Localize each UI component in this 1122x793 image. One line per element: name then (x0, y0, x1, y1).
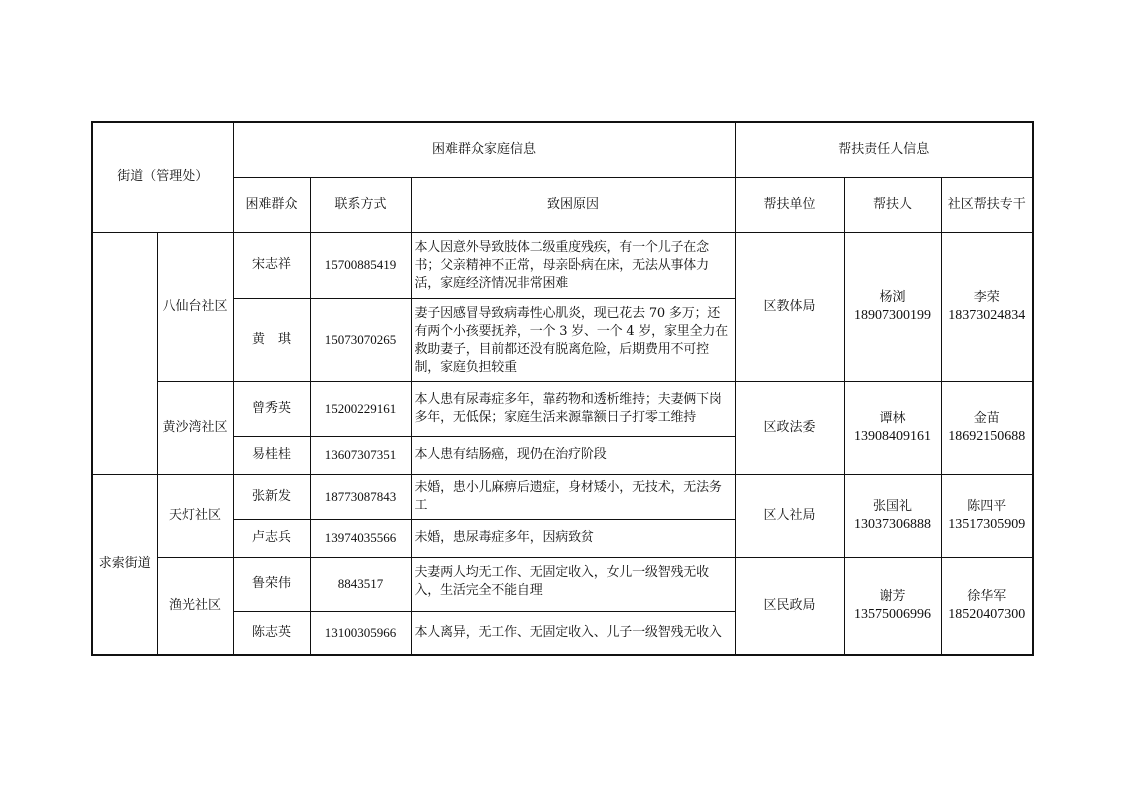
header-row-top (92, 122, 1033, 177)
table-row (92, 381, 1033, 436)
officer-name: 金苗 (973, 410, 1000, 426)
person-reason: 未婚，患尿毒症多年，因病致贫 (411, 519, 735, 557)
helper-cell (844, 474, 941, 557)
header-contact: 联系方式 (310, 177, 411, 232)
officer-cell (941, 557, 1033, 655)
person-phone: 15200229161 (310, 381, 411, 436)
officer-cell (941, 381, 1033, 474)
officer-phone: 18692150688 (948, 428, 1026, 444)
street-cell: 求索街道 (92, 474, 157, 655)
community-cell: 黄沙湾社区 (157, 381, 233, 474)
person-reason: 本人因意外导致肢体二级重度残疾，有一个儿子在念书；父亲精神不正常，母亲卧病在床，无法从事体力活，家庭经济情况非常困难 (411, 232, 735, 298)
table-row (92, 474, 1033, 519)
person-name: 易桂桂 (233, 436, 310, 474)
helper-cell (844, 557, 941, 655)
person-phone: 18773087843 (310, 474, 411, 519)
officer-name: 徐华军 (967, 588, 1007, 604)
officer-phone: 18373024834 (948, 307, 1026, 323)
helper-name: 张国礼 (872, 498, 912, 514)
header-helper: 帮扶人 (844, 177, 941, 232)
officer-cell (941, 474, 1033, 557)
table-row (92, 557, 1033, 611)
person-name: 宋志祥 (233, 232, 310, 298)
helper-cell (844, 232, 941, 381)
helper-name: 杨浏 (879, 289, 906, 305)
person-name: 陈志英 (233, 611, 310, 655)
header-community-officer: 社区帮扶专干 (941, 177, 1033, 232)
person-name: 黄 琪 (233, 298, 310, 381)
community-cell: 八仙台社区 (157, 232, 233, 381)
header-family-group: 困难群众家庭信息 (233, 122, 735, 177)
help-unit-cell: 区教体局 (735, 232, 844, 381)
person-phone: 13607307351 (310, 436, 411, 474)
help-unit-cell: 区政法委 (735, 381, 844, 474)
helper-name: 谭林 (879, 410, 906, 426)
header-help-unit: 帮扶单位 (735, 177, 844, 232)
table-row (92, 232, 1033, 298)
help-unit-cell: 区民政局 (735, 557, 844, 655)
header-reason: 致困原因 (411, 177, 735, 232)
person-reason: 夫妻两人均无工作、无固定收入，女儿一级智残无收入，生活完全不能自理 (411, 557, 735, 611)
help-unit-cell: 区人社局 (735, 474, 844, 557)
header-helper-group: 帮扶责任人信息 (735, 122, 1033, 177)
person-phone: 15700885419 (310, 232, 411, 298)
community-cell: 天灯社区 (157, 474, 233, 557)
person-reason: 未婚，患小儿麻痹后遗症，身材矮小，无技术，无法务工 (411, 474, 735, 519)
person-phone: 13100305966 (310, 611, 411, 655)
person-name: 卢志兵 (233, 519, 310, 557)
community-cell: 渔光社区 (157, 557, 233, 655)
helper-phone: 13908409161 (854, 428, 931, 444)
header-row-sub (92, 177, 1033, 232)
helper-phone: 13037306888 (854, 516, 931, 532)
person-phone: 8843517 (310, 557, 411, 611)
header-needy-person: 困难群众 (233, 177, 310, 232)
assistance-table (91, 121, 1034, 656)
person-reason: 本人离异，无工作、无固定收入、儿子一级智残无收入 (411, 611, 735, 655)
officer-name: 陈四平 (967, 498, 1007, 514)
officer-phone: 13517305909 (948, 516, 1026, 532)
person-name: 张新发 (233, 474, 310, 519)
street-cell (92, 232, 157, 474)
officer-phone: 18520407300 (948, 606, 1026, 622)
person-reason: 本人患有尿毒症多年，靠药物和透析维持；夫妻俩下岗多年，无低保；家庭生活来源靠额日子打零工维持 (411, 381, 735, 436)
helper-phone: 13575006996 (854, 606, 931, 622)
person-name: 鲁荣伟 (233, 557, 310, 611)
officer-name: 李荣 (973, 289, 1000, 305)
person-phone: 13974035566 (310, 519, 411, 557)
person-name: 曾秀英 (233, 381, 310, 436)
person-reason: 本人患有结肠癌，现仍在治疗阶段 (411, 436, 735, 474)
helper-phone: 18907300199 (854, 307, 931, 323)
person-phone: 15073070265 (310, 298, 411, 381)
helper-name: 谢芳 (879, 588, 906, 604)
person-reason: 妻子因感冒导致病毒性心肌炎，现已花去 70 多万；还有两个小孩要抚养，一个 3 岁、一个 4 岁，家里全力在救助妻子，目前都还没有脱离危险，后期费用不可控制，家庭负担较重 (411, 298, 735, 381)
helper-cell (844, 381, 941, 474)
officer-cell (941, 232, 1033, 381)
header-street: 街道（管理处） (92, 122, 233, 232)
